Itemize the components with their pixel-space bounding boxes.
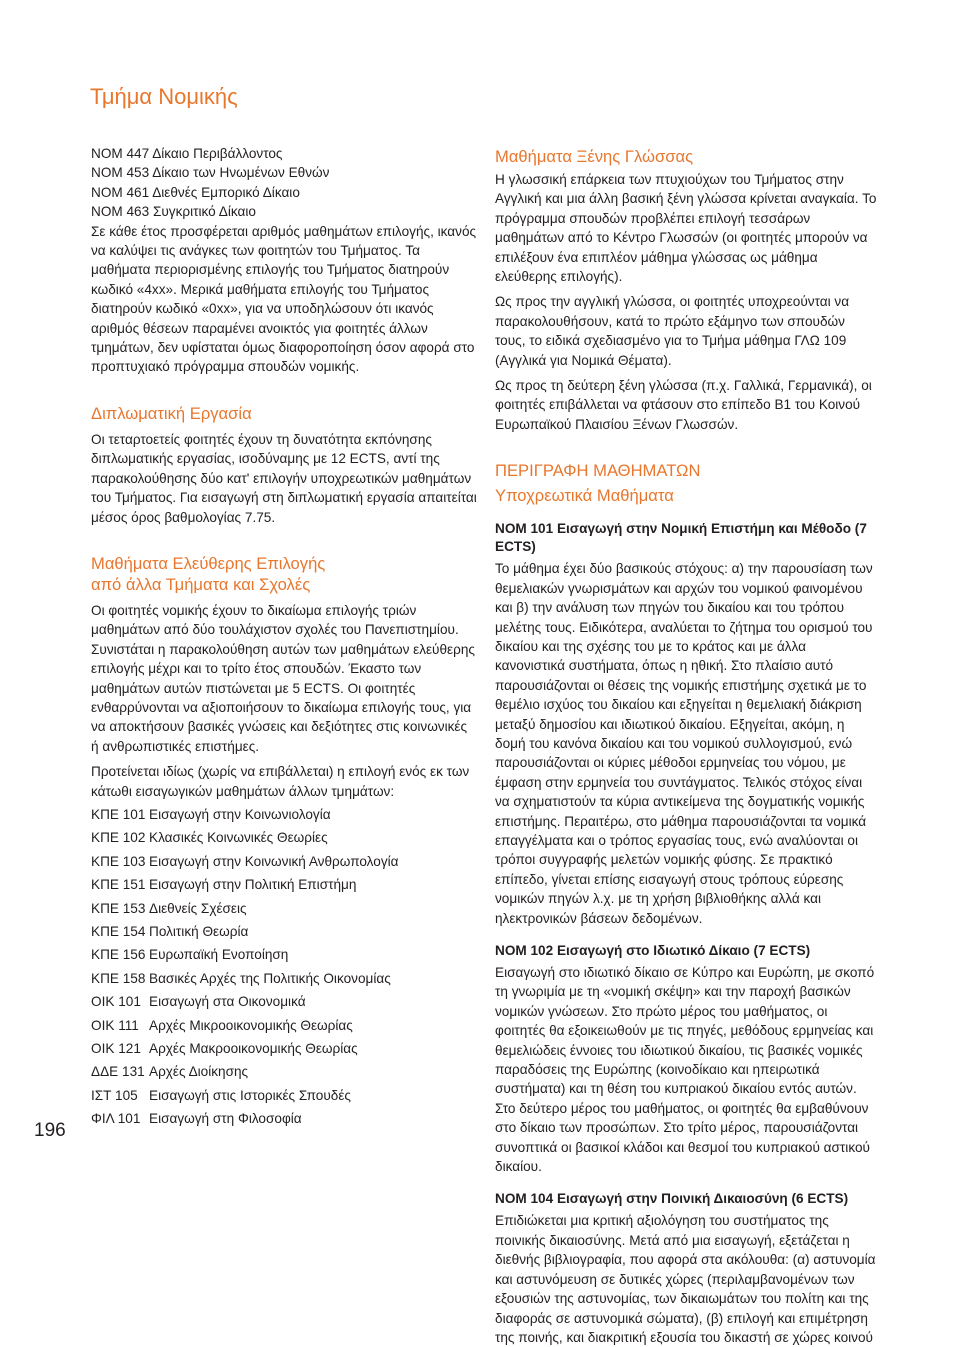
second-language-paragraph: Ως προς τη δεύτερη ξένη γλώσσα (π.χ. Γαλλικά, Γερμανικά), οι φοιτητές επιβάλλεται να φτάσουν στο επίπεδο Β1 του Κοινού Ευρωπαϊκού Πλαισίου Ξένων Γλωσσών. <box>495 378 872 432</box>
course-title: Εισαγωγή στην Κοινωνιολογία <box>149 806 331 822</box>
header-band <box>0 0 960 132</box>
course-title: Αρχές Μακροοικονομικής Θεωρίας <box>149 1041 358 1057</box>
course-title: Εισαγωγή στην Πολιτική Επιστήμη <box>149 877 357 893</box>
list-item <box>91 1107 477 1130</box>
list-item <box>91 897 477 920</box>
course-code: ΚΠΕ 158 <box>91 970 146 986</box>
list-item <box>91 873 477 896</box>
course-title: Αρχές Μικροοικονομικής Θεωρίας <box>149 1017 353 1033</box>
course-title: Κλασικές Κοινωνικές Θεωρίες <box>149 830 328 846</box>
foreign-language-heading: Μαθήματα Ξένης Γλώσσας <box>495 147 694 166</box>
compulsory-courses-heading: Υποχρεωτικά Μαθήματα <box>495 486 674 506</box>
course-code: ΟΙΚ 101 <box>91 994 141 1010</box>
course-code: ΟΙΚ 111 <box>91 1017 139 1033</box>
intro-line: ΝΟΜ 463 Συγκριτικό Δίκαιο <box>91 204 256 220</box>
list-item <box>91 920 477 943</box>
list-item <box>91 850 477 873</box>
course-title: Εισαγωγή στη Φιλοσοφία <box>149 1111 302 1127</box>
thesis-heading: Διπλωματική Εργασία <box>91 403 252 423</box>
free-electives-heading <box>91 553 477 595</box>
course-title: Εισαγωγή στα Οικονομικά <box>149 994 306 1010</box>
course-title: Αρχές Διοίκησης <box>149 1064 249 1080</box>
course-code: ΚΠΕ 103 <box>91 853 146 869</box>
right-column <box>495 146 877 1347</box>
thesis-paragraph: Οι τεταρτοετείς φοιτητές έχουν τη δυνατότητα εκπόνησης διπλωματικής εργασίας, ισοδύναμης με 12 ECTS, αντί της παρακολούθησης δύο κατ' επιλογήν υποχρεωτικών μαθημάτων του Τμήματος. Για εισαγωγή στη διπλωματική εργασία απαιτείται μέσος όρος βαθμολογίας 7.75. <box>91 431 477 525</box>
department-title: Τμήμα Νομικής <box>90 84 238 109</box>
course-title: Πολιτική Θεωρία <box>149 924 249 939</box>
course-title-nom-104: ΝΟΜ 104 Εισαγωγή στην Ποινική Δικαιοσύνη (6 ECTS) <box>495 1191 849 1207</box>
free-electives-paragraph: Οι φοιτητές νομικής έχουν το δικαίωμα επιλογής τριών μαθημάτων από δύο τουλάχιστον σχολές του Πανεπιστημίου. Συνιστάται η παρακολούθηση αυτών των μαθημάτων ελεύθερης επιλογής μέχρι και το τρίτο έτος σπουδών. Έκαστο των μαθημάτων αυτών πιστώνεται με 5 ECTS. Οι φοιτητές ενθαρρύνονται να αξιοποιήσουν το δικαίωμα επιλογής τους, για να αποκτήσουν βασικές γνώσεις και δεξιότητες στις κοινωνικές ή ανθρωπιστικές επιστήμες. <box>91 602 475 754</box>
course-descriptions-heading: ΠΕΡΙΓΡΑΦΗ ΜΑΘΗΜΑΤΩΝ <box>495 461 701 481</box>
list-item <box>91 990 477 1013</box>
list-item <box>91 1037 477 1060</box>
intro-paragraph: Σε κάθε έτος προσφέρεται αριθμός μαθημάτων επιλογής, ικανός να καλύψει τις ανάγκες των φοιτητών του Τμήματος. Τα μαθήματα περιορισμένης επιλογής του Τμήματος διατηρούν κωδικό «4xx». Μερικά μαθήματα επιλογής του Τμήματος διατηρούν κωδικό «0xx», για να υποδηλώσουν ότι ικανός αριθμός θέσεων παραμένει ανοικτός για φοιτητές άλλων τμημάτων, δεν υφίσταται όμως διαφοροποίηση όσον αφορά στο προπτυχιακό πρόγραμμα σπουδών νομικής. <box>91 223 477 375</box>
intro-line: ΝΟΜ 461 Διεθνές Εμπορικό Δίκαιο <box>91 184 300 200</box>
course-title: Εισαγωγή στην Κοινωνική Ανθρωπολογία <box>149 853 399 869</box>
course-code: ΟΙΚ 121 <box>91 1041 141 1057</box>
free-electives-heading-line-1: Μαθήματα Ελεύθερης Επιλογής <box>91 553 326 573</box>
english-paragraph: Ως προς την αγγλική γλώσσα, οι φοιτητές υποχρεούνται να παρακολουθήσουν, κατά το πρώτο εξάμηνο των σπουδών τους, το ειδικά σχεδιασμένο για το Τμήμα μάθημα ΓΛΩ 109 (Αγγλικά για Νομικά Θέματα). <box>495 294 850 368</box>
list-item <box>91 803 477 826</box>
course-description-nom-102: Εισαγωγή στο ιδιωτικό δίκαιο σε Κύπρο και Ευρώπη, με σκοπό τη γνωριμία με τη «νομική σκέψη» και την παροχή βασικών νομικών γνώσεων. Στο πρώτο μέρος του μαθήματος, οι φοιτητές θα εξοικειωθούν με τις πηγές, μεθόδους ερμηνείας και θεμελιώδεις έννοιες του ιδιωτικού δικαίου, τις βασικές νομικές παραδόσεις της Ευρώπης (κοινοδίκαιο και ηπειρωτικά συστήματα) και τη θέση του κυπριακού δικαίου εντός αυτών. Στο δεύτερο μέρος του μαθήματος, οι φοιτητές θα εμβαθύνουν στο δίκαιο των προσώπων. Στο τρίτο μέρος, παρουσιάζονται συνοπτικά οι βασικοί κλάδοι και θεσμοί του κυπριακού αστικού δικαίου. <box>495 965 875 1175</box>
course-code: ΔΔΕ 131 <box>91 1064 145 1080</box>
course-code: ΦΙΛ 101 <box>91 1111 141 1127</box>
free-electives-heading-line-2: από άλλα Τμήματα και Σχολές <box>91 574 311 594</box>
list-item <box>91 967 477 990</box>
course-description-nom-104: Επιδιώκεται μια κριτική αξιολόγηση του συστήματος της ποινικής δικαιοσύνης. Μετά από μια εισαγωγή, εξετάζεται η διεθνής βιβλιογραφία, που αφορά στα ακόλουθα: (α) αστυνομία και αστυνόμευση σε δυτικές χώρες (περιλαμβανομένων των εξουσιών της αστυνομίας, των δικαιωμάτων του πολίτη και της διαφοράς σε αστυνομικά σώματα), (β) επιλογή και επιμέτρηση της ποινής, και διακριτική εξουσία του δικαστή σε χώρες κοινού <box>495 1213 876 1345</box>
foreign-language-paragraph: Η γλωσσική επάρκεια των πτυχιούχων του Τμήματος στην Αγγλική και μια άλλη βασική ξένη γλώσσα κρίνεται αναγκαία. Το πρόγραμμα σπουδών προβλέπει επιλογή τεσσάρων μαθημάτων από το Κέντρο Γλωσσών (οι φοιτητές μπορούν να επιλέξουν ένα επιπλέον μάθημα γλώσσας ως μάθημα ελεύθερης επιλογής). <box>495 172 877 285</box>
page-number: 196 <box>34 1120 66 1141</box>
course-code: ΚΠΕ 101 <box>91 806 146 822</box>
course-title-nom-102: ΝΟΜ 102 Εισαγωγή στο Ιδιωτικό Δίκαιο (7 ECTS) <box>495 943 811 958</box>
course-code: ΚΠΕ 156 <box>91 947 146 963</box>
list-item <box>91 826 477 849</box>
course-description-nom-101: Το μάθημα έχει δύο βασικούς στόχους: α) την παρουσίαση των θεμελιακών γνωρισμάτων και αρχών του νομικού φαινομένου και β) την ανάλυση των πηγών του δικαίου και του τρόπου μελέτης τους. Ειδικότερα, αναλύεται το ζήτημα του ορισμού του δικαίου και της σχέσης του με το κράτος και με άλλα κανονιστικά συστήματα, όπως η ηθική. Στο πλαίσιο αυτό παρουσιάζονται οι θέσεις της νομικής επιστήμης σχετικά με το θεμέλιο ισχύος του δικαίου και εξηγείται η θεμελιακή διάκριση μεταξύ δημοσίου και ιδιωτικού δικαίου. Εξηγείται, ακόμη, η δομή του κανόνα δικαίου και του νομικού συλλογισμού, ενώ παρουσιάζονται οι κύριες μέθοδοι ερμηνείας του νόμου, με έμφαση στην ερμηνεία του συντάγματος. Τελικός στόχος είναι να σχηματιστούν τα κύρια αντικείμενα της δογματικής νομικής επιστήμης. Περαιτέρω, στο μάθημα παρουσιάζονται τα νομικά επαγγέλματα και ο τρόπος εργασίας τους, ενώ αναλύονται οι τρόποι συγγραφής μελετών νομικής φύσης. Σε πρακτικό επίπεδο, γίνεται επίσης εισαγωγή στους τρόπους εύρεσης νομικών πηγών λ.χ. με τη χρήση βιβλιοθήκης αλλά και ηλεκτρονικών βάσεων δεδομένων. <box>495 561 873 926</box>
list-item <box>91 1060 477 1083</box>
list-item <box>91 1014 477 1037</box>
course-title: Διεθνείς Σχέσεις <box>149 900 247 916</box>
list-item <box>91 943 477 966</box>
course-code: ΚΠΕ 151 <box>91 877 146 893</box>
course-title-nom-101: ΝΟΜ 101 Εισαγωγή στην Νομική Επιστήμη και Μέθοδο (7 ECTS) <box>495 521 867 555</box>
recommended-course-list <box>91 803 477 1131</box>
course-title: Ευρωπαϊκή Ενοποίηση <box>149 947 289 963</box>
recommended-paragraph: Προτείνεται ιδίως (χωρίς να επιβάλλεται) η επιλογή ενός εκ των κάτωθι εισαγωγικών μαθημάτων άλλων τμημάτων: <box>91 764 470 799</box>
course-code: ΙΣΤ 105 <box>91 1087 138 1103</box>
course-title: Εισαγωγή στις Ιστορικές Σπουδές <box>149 1087 351 1103</box>
intro-line: ΝΟΜ 453 Δίκαιο των Ηνωμένων Εθνών <box>91 165 330 181</box>
course-code: ΚΠΕ 102 <box>91 830 146 846</box>
course-title: Βασικές Αρχές της Πολιτικής Οικονομίας <box>149 970 391 986</box>
left-column <box>91 144 477 1131</box>
list-item <box>91 1084 477 1107</box>
intro-line: ΝΟΜ 447 Δίκαιο Περιβάλλοντος <box>91 146 283 161</box>
course-code: ΚΠΕ 154 <box>91 924 146 939</box>
course-code: ΚΠΕ 153 <box>91 900 146 916</box>
